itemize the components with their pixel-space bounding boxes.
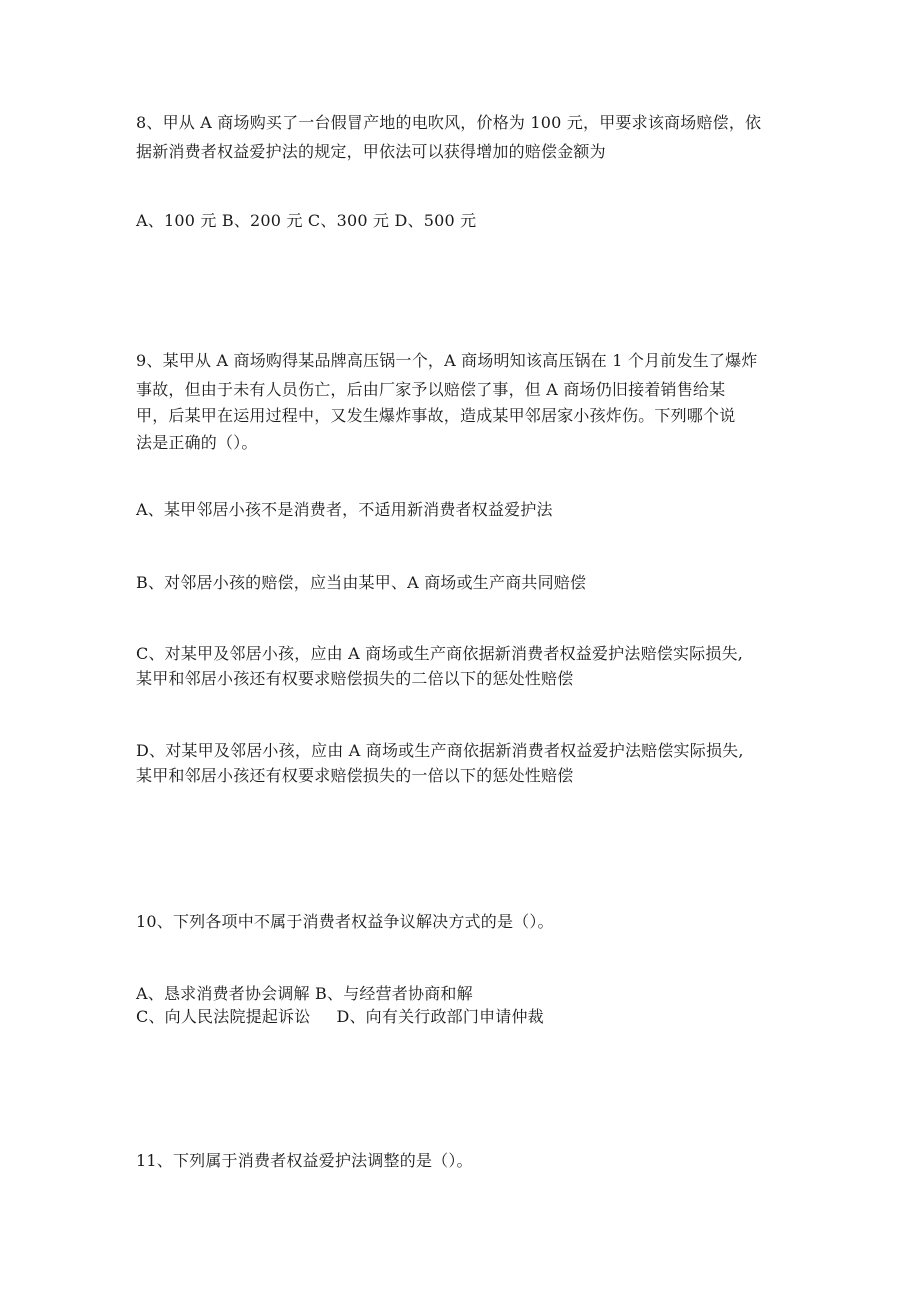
question-10-text: 10、下列各项中不属于消费者权益争议解决方式的是（）。 <box>136 912 554 931</box>
question-9-option-b: B、对邻居小孩的赔偿，应当由某甲、A 商场或生产商共同赔偿 <box>136 573 587 592</box>
question-9-text-line-2: 事故，但由于未有人员伤亡，后由厂家予以赔偿了事，但 A 商场仍旧接着销售给某 <box>136 380 726 399</box>
question-9-text-line-1: 9、某甲从 A 商场购得某品牌高压锅一个，A 商场明知该高压锅在 1 个月前发生了爆炸 <box>136 351 758 370</box>
question-9-text-line-3: 甲，后某甲在运用过程中，又发生爆炸事故，造成某甲邻居家小孩炸伤。下列哪个说 <box>136 406 736 425</box>
question-10-option-c: C、向人民法院提起诉讼 <box>136 1007 311 1026</box>
question-8-options: A、100 元 B、200 元 C、300 元 D、500 元 <box>136 211 477 230</box>
question-9-option-a: A、某甲邻居小孩不是消费者，不适用新消费者权益爱护法 <box>136 500 553 519</box>
question-8-text-line-2: 据新消费者权益爱护法的规定，甲依法可以获得增加的赔偿金额为 <box>136 142 606 161</box>
question-10-option-d: D、向有关行政部门申请仲裁 <box>336 1007 544 1026</box>
question-8-text-line-1: 8、甲从 A 商场购买了一台假冒产地的电吹风，价格为 100 元，甲要求该商场赔偿，依 <box>136 113 762 132</box>
question-11-text: 11、下列属于消费者权益爱护法调整的是（）。 <box>136 1151 473 1170</box>
question-9-text-line-4: 法是正确的（）。 <box>136 433 258 452</box>
question-9-option-d-line-1: D、对某甲及邻居小孩，应由 A 商场或生产商依据新消费者权益爱护法赔偿实际损失, <box>136 741 744 760</box>
question-10-options-line-2 <box>136 1006 544 1028</box>
question-10-options-line-1: A、恳求消费者协会调解 B、与经营者协商和解 <box>136 984 473 1003</box>
question-9-option-d-line-2: 某甲和邻居小孩还有权要求赔偿损失的一倍以下的惩处性赔偿 <box>136 766 574 785</box>
question-9-option-c-line-1: C、对某甲及邻居小孩，应由 A 商场或生产商依据新消费者权益爱护法赔偿实际损失, <box>136 644 744 663</box>
question-9-option-c-line-2: 某甲和邻居小孩还有权要求赔偿损失的二倍以下的惩处性赔偿 <box>136 669 574 688</box>
